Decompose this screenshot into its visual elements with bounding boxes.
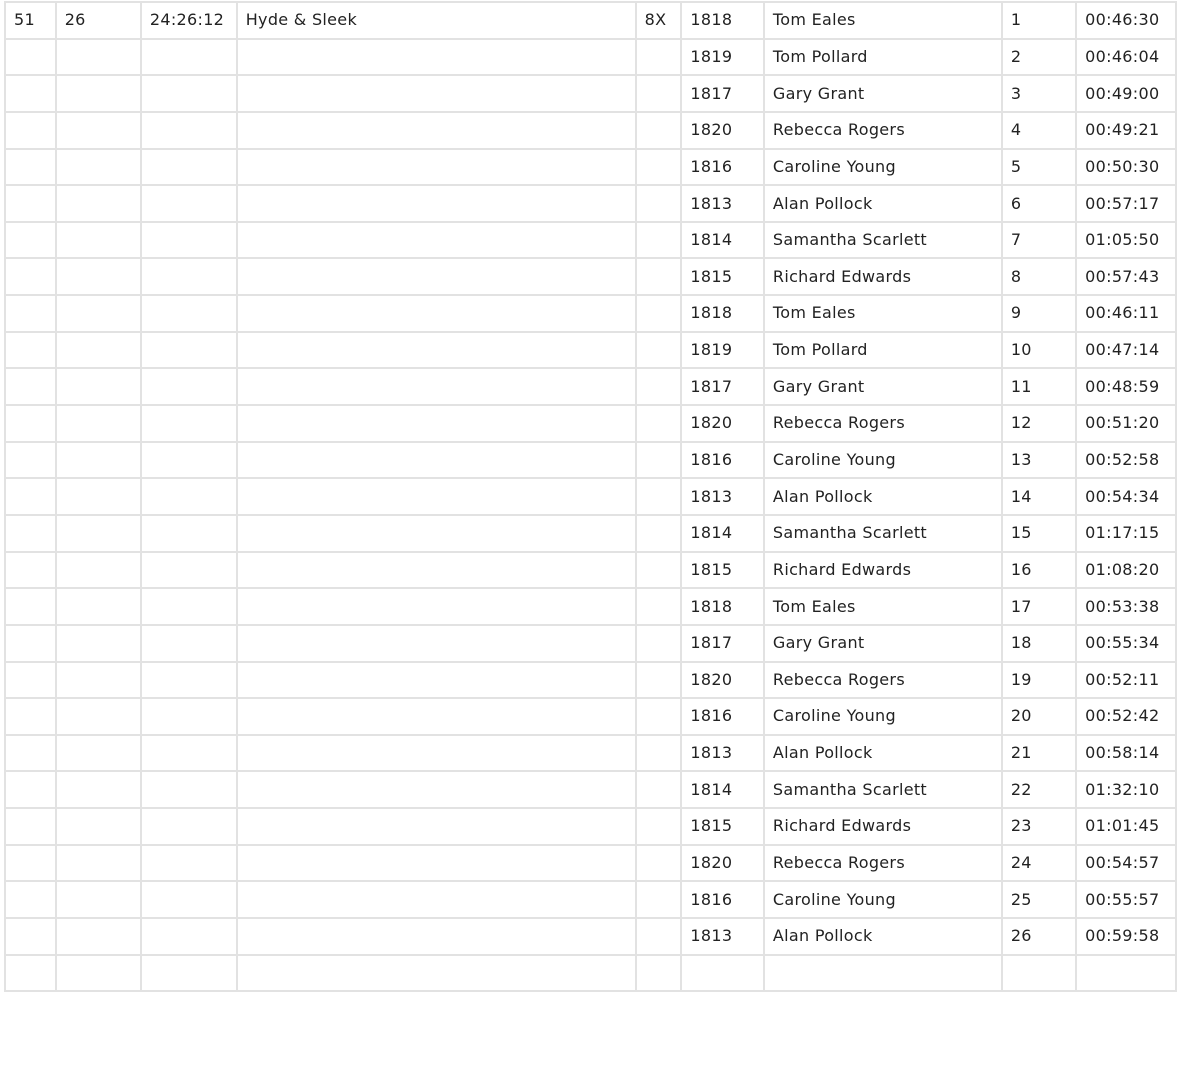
position-cell (5, 368, 56, 405)
position-cell (5, 258, 56, 295)
boat-class-cell (636, 332, 682, 369)
class-position-cell (56, 405, 141, 442)
rower-number-cell: 1816 (681, 698, 764, 735)
rower-number-cell: 1819 (681, 332, 764, 369)
rower-number-cell: 1813 (681, 735, 764, 772)
class-position-cell (56, 112, 141, 149)
boat-class-cell (636, 955, 682, 992)
class-position-cell (56, 258, 141, 295)
rower-name-cell: Gary Grant (764, 75, 1002, 112)
total-time-cell (141, 295, 237, 332)
lap-number-cell: 10 (1002, 332, 1076, 369)
boat-class-cell (636, 588, 682, 625)
position-cell (5, 552, 56, 589)
lap-number-cell (1002, 955, 1076, 992)
class-position-cell (56, 149, 141, 186)
lap-time-cell: 00:52:42 (1076, 698, 1176, 735)
rower-name-cell: Gary Grant (764, 368, 1002, 405)
lap-time-cell: 00:54:57 (1076, 845, 1176, 882)
class-position-cell (56, 368, 141, 405)
lap-time-cell: 01:08:20 (1076, 552, 1176, 589)
lap-number-cell: 22 (1002, 771, 1076, 808)
position-cell (5, 771, 56, 808)
rower-number-cell: 1816 (681, 149, 764, 186)
class-position-cell (56, 185, 141, 222)
team-name-cell (237, 478, 636, 515)
class-position-cell (56, 588, 141, 625)
position-cell (5, 625, 56, 662)
table-row (5, 222, 1176, 259)
table-row (5, 332, 1176, 369)
class-position-cell (56, 478, 141, 515)
rower-number-cell: 1820 (681, 662, 764, 699)
rower-name-cell: Caroline Young (764, 881, 1002, 918)
class-position-cell (56, 771, 141, 808)
boat-class-cell (636, 39, 682, 76)
class-position-cell (56, 625, 141, 662)
table-row (5, 2, 1176, 39)
rower-number-cell: 1813 (681, 918, 764, 955)
lap-time-cell: 00:47:14 (1076, 332, 1176, 369)
total-time-cell (141, 588, 237, 625)
boat-class-cell (636, 222, 682, 259)
lap-number-cell: 21 (1002, 735, 1076, 772)
team-name-cell (237, 405, 636, 442)
lap-time-cell: 00:52:58 (1076, 442, 1176, 479)
table-row (5, 955, 1176, 992)
table-row (5, 808, 1176, 845)
total-time-cell (141, 442, 237, 479)
class-position-cell (56, 881, 141, 918)
lap-time-cell: 00:50:30 (1076, 149, 1176, 186)
rower-name-cell: Samantha Scarlett (764, 771, 1002, 808)
class-position-cell (56, 845, 141, 882)
team-name-cell (237, 771, 636, 808)
results-body (5, 2, 1176, 991)
rower-number-cell: 1820 (681, 845, 764, 882)
total-time-cell (141, 112, 237, 149)
position-cell (5, 405, 56, 442)
total-time-cell (141, 515, 237, 552)
rower-name-cell: Samantha Scarlett (764, 515, 1002, 552)
lap-time-cell: 00:46:04 (1076, 39, 1176, 76)
class-position-cell (56, 442, 141, 479)
rower-number-cell: 1818 (681, 588, 764, 625)
table-row (5, 845, 1176, 882)
total-time-cell (141, 698, 237, 735)
position-cell (5, 75, 56, 112)
total-time-cell (141, 552, 237, 589)
table-row (5, 368, 1176, 405)
lap-time-cell: 01:17:15 (1076, 515, 1176, 552)
table-row (5, 258, 1176, 295)
class-position-cell (56, 332, 141, 369)
table-row (5, 588, 1176, 625)
boat-class-cell (636, 149, 682, 186)
rower-number-cell: 1820 (681, 112, 764, 149)
rower-number-cell: 1813 (681, 478, 764, 515)
rower-number-cell: 1814 (681, 515, 764, 552)
lap-number-cell: 20 (1002, 698, 1076, 735)
class-position-cell (56, 918, 141, 955)
boat-class-cell (636, 552, 682, 589)
table-row (5, 75, 1176, 112)
position-cell (5, 39, 56, 76)
rower-name-cell: Richard Edwards (764, 552, 1002, 589)
boat-class-cell (636, 771, 682, 808)
rower-name-cell: Tom Pollard (764, 39, 1002, 76)
team-name-cell (237, 39, 636, 76)
table-row (5, 149, 1176, 186)
rower-name-cell: Tom Eales (764, 588, 1002, 625)
rower-number-cell: 1815 (681, 808, 764, 845)
class-position-cell (56, 295, 141, 332)
position-cell (5, 295, 56, 332)
boat-class-cell (636, 185, 682, 222)
results-table (4, 1, 1177, 992)
table-row (5, 515, 1176, 552)
boat-class-cell (636, 478, 682, 515)
lap-time-cell: 00:48:59 (1076, 368, 1176, 405)
lap-number-cell: 13 (1002, 442, 1076, 479)
rower-number-cell: 1814 (681, 222, 764, 259)
rower-name-cell: Rebecca Rogers (764, 845, 1002, 882)
boat-class-cell (636, 918, 682, 955)
lap-time-cell: 00:55:34 (1076, 625, 1176, 662)
team-name-cell (237, 185, 636, 222)
lap-number-cell: 2 (1002, 39, 1076, 76)
rower-name-cell: Alan Pollock (764, 918, 1002, 955)
rower-number-cell (681, 955, 764, 992)
rower-number-cell: 1818 (681, 2, 764, 39)
position-cell (5, 515, 56, 552)
position-cell (5, 845, 56, 882)
table-row (5, 662, 1176, 699)
boat-class-cell (636, 881, 682, 918)
boat-class-cell (636, 368, 682, 405)
total-time-cell (141, 39, 237, 76)
rower-number-cell: 1815 (681, 552, 764, 589)
boat-class-cell (636, 295, 682, 332)
position-cell (5, 222, 56, 259)
total-time-cell (141, 222, 237, 259)
team-name-cell (237, 588, 636, 625)
class-position-cell (56, 698, 141, 735)
table-row (5, 442, 1176, 479)
boat-class-cell (636, 662, 682, 699)
rower-number-cell: 1816 (681, 881, 764, 918)
team-name-cell (237, 442, 636, 479)
rower-name-cell: Rebecca Rogers (764, 112, 1002, 149)
position-cell (5, 112, 56, 149)
table-row (5, 698, 1176, 735)
boat-class-cell (636, 75, 682, 112)
team-name-cell (237, 808, 636, 845)
position-cell (5, 332, 56, 369)
total-time-cell (141, 149, 237, 186)
rower-number-cell: 1819 (681, 39, 764, 76)
table-row (5, 478, 1176, 515)
lap-number-cell: 9 (1002, 295, 1076, 332)
boat-class-cell (636, 405, 682, 442)
team-name-cell (237, 368, 636, 405)
class-position-cell (56, 735, 141, 772)
lap-number-cell: 7 (1002, 222, 1076, 259)
team-name-cell: Hyde & Sleek (237, 2, 636, 39)
position-cell (5, 662, 56, 699)
position-cell (5, 185, 56, 222)
team-name-cell (237, 918, 636, 955)
team-name-cell (237, 735, 636, 772)
rower-name-cell: Caroline Young (764, 149, 1002, 186)
lap-number-cell: 8 (1002, 258, 1076, 295)
lap-time-cell: 00:58:14 (1076, 735, 1176, 772)
boat-class-cell (636, 515, 682, 552)
total-time-cell (141, 881, 237, 918)
rower-name-cell: Alan Pollock (764, 185, 1002, 222)
total-time-cell: 24:26:12 (141, 2, 237, 39)
rower-name-cell: Caroline Young (764, 442, 1002, 479)
rower-number-cell: 1814 (681, 771, 764, 808)
team-name-cell (237, 662, 636, 699)
lap-number-cell: 11 (1002, 368, 1076, 405)
position-cell (5, 881, 56, 918)
rower-number-cell: 1817 (681, 75, 764, 112)
total-time-cell (141, 75, 237, 112)
total-time-cell (141, 808, 237, 845)
rower-name-cell: Tom Eales (764, 2, 1002, 39)
boat-class-cell (636, 808, 682, 845)
lap-time-cell: 01:01:45 (1076, 808, 1176, 845)
rower-number-cell: 1813 (681, 185, 764, 222)
table-row (5, 771, 1176, 808)
lap-number-cell: 23 (1002, 808, 1076, 845)
lap-number-cell: 25 (1002, 881, 1076, 918)
lap-number-cell: 6 (1002, 185, 1076, 222)
lap-time-cell: 00:49:00 (1076, 75, 1176, 112)
boat-class-cell (636, 625, 682, 662)
class-position-cell (56, 39, 141, 76)
rower-number-cell: 1816 (681, 442, 764, 479)
total-time-cell (141, 662, 237, 699)
rower-number-cell: 1817 (681, 368, 764, 405)
boat-class-cell (636, 442, 682, 479)
lap-time-cell: 00:46:11 (1076, 295, 1176, 332)
boat-class-cell (636, 698, 682, 735)
table-row (5, 625, 1176, 662)
table-row (5, 39, 1176, 76)
class-position-cell (56, 75, 141, 112)
rower-name-cell: Tom Pollard (764, 332, 1002, 369)
position-cell (5, 808, 56, 845)
class-position-cell (56, 222, 141, 259)
table-row (5, 405, 1176, 442)
rower-name-cell: Tom Eales (764, 295, 1002, 332)
total-time-cell (141, 258, 237, 295)
boat-class-cell (636, 112, 682, 149)
team-name-cell (237, 881, 636, 918)
rower-number-cell: 1820 (681, 405, 764, 442)
position-cell (5, 698, 56, 735)
team-name-cell (237, 295, 636, 332)
boat-class-cell (636, 735, 682, 772)
rower-number-cell: 1815 (681, 258, 764, 295)
total-time-cell (141, 368, 237, 405)
rower-number-cell: 1817 (681, 625, 764, 662)
position-cell: 51 (5, 2, 56, 39)
boat-class-cell (636, 845, 682, 882)
table-row (5, 881, 1176, 918)
position-cell (5, 735, 56, 772)
team-name-cell (237, 515, 636, 552)
class-position-cell (56, 552, 141, 589)
total-time-cell (141, 332, 237, 369)
lap-number-cell: 14 (1002, 478, 1076, 515)
lap-time-cell: 00:54:34 (1076, 478, 1176, 515)
team-name-cell (237, 845, 636, 882)
total-time-cell (141, 918, 237, 955)
team-name-cell (237, 112, 636, 149)
lap-number-cell: 1 (1002, 2, 1076, 39)
total-time-cell (141, 845, 237, 882)
team-name-cell (237, 75, 636, 112)
lap-number-cell: 17 (1002, 588, 1076, 625)
lap-number-cell: 19 (1002, 662, 1076, 699)
total-time-cell (141, 625, 237, 662)
position-cell (5, 442, 56, 479)
lap-time-cell: 01:05:50 (1076, 222, 1176, 259)
team-name-cell (237, 625, 636, 662)
team-name-cell (237, 332, 636, 369)
rower-number-cell: 1818 (681, 295, 764, 332)
rower-name-cell: Rebecca Rogers (764, 662, 1002, 699)
lap-number-cell: 18 (1002, 625, 1076, 662)
rower-name-cell: Caroline Young (764, 698, 1002, 735)
lap-number-cell: 3 (1002, 75, 1076, 112)
lap-time-cell: 00:51:20 (1076, 405, 1176, 442)
total-time-cell (141, 405, 237, 442)
lap-time-cell: 00:57:17 (1076, 185, 1176, 222)
class-position-cell (56, 808, 141, 845)
total-time-cell (141, 735, 237, 772)
position-cell (5, 918, 56, 955)
table-row (5, 295, 1176, 332)
lap-number-cell: 12 (1002, 405, 1076, 442)
boat-class-cell: 8X (636, 2, 682, 39)
class-position-cell (56, 515, 141, 552)
rower-name-cell: Gary Grant (764, 625, 1002, 662)
lap-time-cell: 00:46:30 (1076, 2, 1176, 39)
team-name-cell (237, 222, 636, 259)
lap-number-cell: 15 (1002, 515, 1076, 552)
rower-name-cell: Samantha Scarlett (764, 222, 1002, 259)
lap-number-cell: 16 (1002, 552, 1076, 589)
total-time-cell (141, 771, 237, 808)
team-name-cell (237, 955, 636, 992)
position-cell (5, 955, 56, 992)
total-time-cell (141, 478, 237, 515)
position-cell (5, 588, 56, 625)
team-name-cell (237, 698, 636, 735)
rower-name-cell (764, 955, 1002, 992)
class-position-cell (56, 662, 141, 699)
lap-time-cell (1076, 955, 1176, 992)
table-row (5, 112, 1176, 149)
rower-name-cell: Alan Pollock (764, 735, 1002, 772)
lap-time-cell: 00:57:43 (1076, 258, 1176, 295)
boat-class-cell (636, 258, 682, 295)
lap-time-cell: 01:32:10 (1076, 771, 1176, 808)
table-row (5, 735, 1176, 772)
position-cell (5, 149, 56, 186)
lap-time-cell: 00:52:11 (1076, 662, 1176, 699)
team-name-cell (237, 552, 636, 589)
lap-time-cell: 00:59:58 (1076, 918, 1176, 955)
position-cell (5, 478, 56, 515)
table-row (5, 185, 1176, 222)
team-name-cell (237, 149, 636, 186)
total-time-cell (141, 185, 237, 222)
rower-name-cell: Rebecca Rogers (764, 405, 1002, 442)
lap-time-cell: 00:55:57 (1076, 881, 1176, 918)
class-position-cell (56, 955, 141, 992)
table-row (5, 918, 1176, 955)
table-row (5, 552, 1176, 589)
rower-name-cell: Richard Edwards (764, 808, 1002, 845)
lap-time-cell: 00:53:38 (1076, 588, 1176, 625)
lap-number-cell: 4 (1002, 112, 1076, 149)
rower-name-cell: Alan Pollock (764, 478, 1002, 515)
lap-number-cell: 5 (1002, 149, 1076, 186)
team-name-cell (237, 258, 636, 295)
lap-number-cell: 26 (1002, 918, 1076, 955)
total-time-cell (141, 955, 237, 992)
rower-name-cell: Richard Edwards (764, 258, 1002, 295)
class-position-cell: 26 (56, 2, 141, 39)
lap-number-cell: 24 (1002, 845, 1076, 882)
lap-time-cell: 00:49:21 (1076, 112, 1176, 149)
